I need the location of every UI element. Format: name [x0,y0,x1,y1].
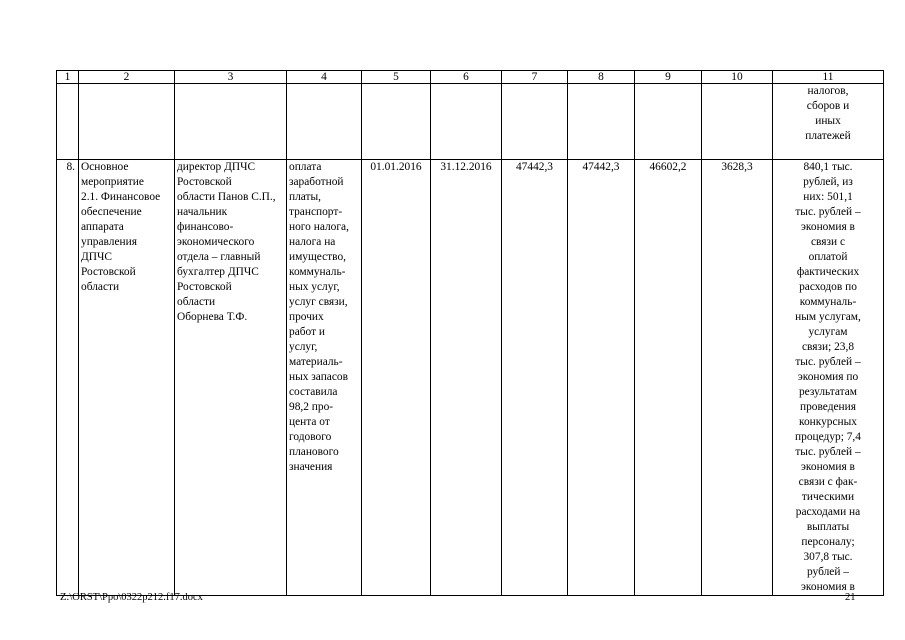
column-number: 7 [502,71,568,84]
empty-cell [57,84,79,160]
column-number: 8 [568,71,635,84]
column-number: 5 [362,71,431,84]
value-col9: 46602,2 [635,160,702,596]
column-number: 1 [57,71,79,84]
column-number-row [57,71,884,84]
column-number: 3 [175,71,287,84]
responsible-person: директор ДПЧС Ростовской области Панов С.П., начальник финансово- экономического отдела – главный бухгалтер ДПЧС Ростовской области Оборнева Т.Ф. [175,160,287,596]
footer-file-path: Z:\ORST\Ppo\0322p212.f17.docx [60,592,203,603]
empty-cell [702,84,773,160]
value-col7: 47442,3 [502,160,568,596]
column-number: 2 [79,71,175,84]
result-description: оплата заработной платы, транспорт- ного налога, налога на имущество, коммуналь- ных услуг, услуг связи, прочих работ и услуг, материаль- ных запасов составила 98,2 про- цента от годового планового значения [287,160,362,596]
empty-cell [362,84,431,160]
empty-cell [175,84,287,160]
empty-cell [431,84,502,160]
value-col10: 3628,3 [702,160,773,596]
column-number: 6 [431,71,502,84]
table-row [57,160,884,596]
continuation-row [57,84,884,160]
column-number: 9 [635,71,702,84]
column-number: 10 [702,71,773,84]
empty-cell [568,84,635,160]
empty-cell [79,84,175,160]
deviation-reason: 840,1 тыс. рублей, из них: 501,1 тыс. рублей – экономия в связи с оплатой фактических расходов по коммуналь- ным услугам, услугам связи; 23,8 тыс. рублей – экономия по результатам проведения конкурсных процедур; 7,4 тыс. рублей – экономия в связи с фак- тическими расходами на выплаты персоналу; 307,8 тыс. рублей – экономия в [773,160,884,596]
empty-cell [502,84,568,160]
value-col8: 47442,3 [568,160,635,596]
end-date: 31.12.2016 [431,160,502,596]
row-number: 8. [57,160,79,596]
continuation-text: налогов, сборов и иных платежей [773,84,884,160]
empty-cell [635,84,702,160]
event-name: Основное мероприятие 2.1. Финансовое обеспечение аппарата управления ДПЧС Ростовской области [79,160,175,596]
page-number: 21 [845,592,856,603]
start-date: 01.01.2016 [362,160,431,596]
report-table [56,70,884,596]
column-number: 4 [287,71,362,84]
empty-cell [287,84,362,160]
column-number: 11 [773,71,884,84]
